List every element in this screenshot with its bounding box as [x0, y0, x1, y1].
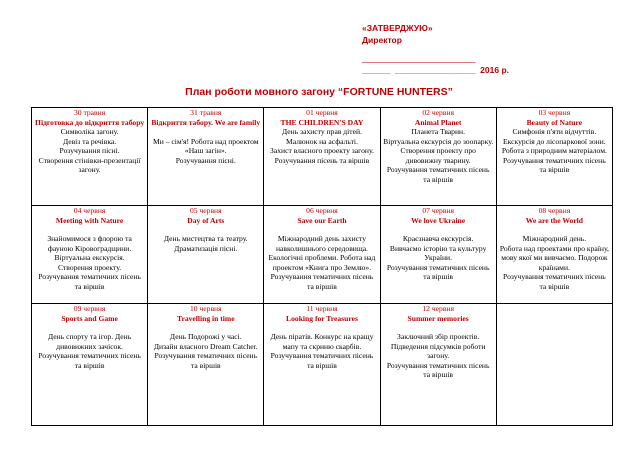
day-cell: [496, 304, 612, 426]
day-activities: Ми – сім'я! Робота над проектом «Наш загін». Розучування пісні.: [152, 136, 259, 165]
day-cell: [264, 108, 380, 206]
day-date: 06 червня: [306, 206, 338, 215]
day-theme: Travelling in time: [176, 313, 235, 323]
signature-line: ________________________: [362, 53, 476, 63]
table-row: [32, 108, 613, 206]
day-theme: Відкриття табору. We are family: [151, 117, 261, 127]
day-date: 01 червня: [306, 108, 338, 117]
day-activities: Міжнародний день. Робота над проектами про країну, мову якої ми вивчаємо. Подорож країнами. Розучування тематичних пісень та віршів: [499, 234, 609, 291]
day-cell: [32, 304, 148, 426]
day-date: 09 червня: [73, 304, 106, 313]
day-date: 10 червня: [189, 304, 222, 313]
day-cell: [380, 206, 496, 304]
day-cell: [148, 206, 264, 304]
day-date: 31 травня: [190, 108, 222, 117]
table-row: [32, 304, 613, 426]
day-date: 12 червня: [422, 304, 454, 313]
day-cell: [496, 206, 612, 304]
day-theme: THE CHILDREN'S DAY: [280, 117, 364, 127]
day-cell: [264, 304, 380, 426]
day-activities: День Подорожі у часі. Дизайн власного Dream Catcher. Розучування тематичних пісень та віршів: [153, 332, 258, 370]
day-theme: We are the World: [525, 215, 584, 225]
day-date: 11 червня: [306, 304, 338, 313]
day-theme: Animal Planet: [414, 117, 462, 127]
day-activities: День захисту прав дітей. Малюнок на асфальті. Захист власного проекту загону. Розучування пісень та віршів: [270, 127, 374, 165]
day-date: 08 червня: [538, 206, 571, 215]
day-activities: Планета Тварин. Віртуальна екскурсія до зоопарку. Створення проекту про дивовижну тварину. Розучування тематичних пісень та віршів: [383, 127, 494, 184]
day-cell: [380, 304, 496, 426]
schedule-table: [31, 107, 613, 426]
day-date: 02 червня: [422, 108, 454, 117]
day-theme: Summer memories: [407, 313, 469, 323]
day-date: 03 червня: [538, 108, 571, 117]
day-theme: Day of Arts: [187, 215, 225, 225]
day-theme: We love Ukraine: [411, 215, 466, 225]
day-activities: Симфонія п'яти відчуттів. Екскурсія до лісопаркової зони. Робота з природним матеріалом. Розучування тематичних пісень та віршів: [501, 127, 607, 174]
day-cell: [32, 108, 148, 206]
day-activities: День мистецтва та театру. Драматизація пісні.: [163, 234, 248, 253]
day-theme: Save our Earth: [297, 215, 347, 225]
day-theme: Meeting with Nature: [55, 215, 124, 225]
day-date: 04 червня: [73, 206, 106, 215]
day-theme: Підготовка до відкриття табору: [35, 117, 145, 127]
day-cell: [264, 206, 380, 304]
page-title: План роботи мовного загону “FORTUNE HUNTERS”: [185, 86, 453, 98]
day-date: 07 червня: [422, 206, 454, 215]
day-cell: [380, 108, 496, 206]
day-activities: День піратів. Конкурс на кращу мапу та скриню скарбів. Розучування тематичних пісень та віршів: [270, 332, 374, 370]
day-cell: [148, 108, 264, 206]
table-row: [32, 206, 613, 304]
day-cell: [148, 304, 264, 426]
day-date: 05 червня: [189, 206, 222, 215]
day-activities: День спорту та ігор. День дивовижних зачісок. Розучування тематичних пісень та віршів: [38, 332, 141, 370]
approval-position: Директор: [362, 35, 402, 45]
day-cell: [32, 206, 148, 304]
day-activities: Краєзнавча екскурсія. Вивчаємо історію та культуру України. Розучування тематичних пісень та віршів: [386, 234, 490, 281]
day-activities: Символіка загону. Девіз та речівка. Розучування пісні. Створення стінівки-презентації загону.: [38, 127, 141, 174]
day-activities: Міжнародний день захисту навколишнього середовища. Екологічні проблеми. Робота над проектом «Книга про Землю». Розучування тематичних пісень та віршів: [268, 234, 376, 291]
day-theme: Beauty of Nature: [526, 117, 583, 127]
day-cell: [496, 108, 612, 206]
approval-block: [362, 22, 622, 76]
date-line: ______ _________________ 2016 р.: [362, 65, 509, 75]
approval-stamp: «ЗАТВЕРДЖУЮ»: [362, 23, 433, 33]
day-theme: Sports and Game: [61, 313, 118, 323]
day-theme: Looking for Treasures: [286, 313, 358, 323]
day-activities: Заключний збір проектів. Підведення підсумків роботи загону. Розучування тематичних пісень та віршів: [386, 332, 490, 379]
day-activities: Знайомимося з флорою та фауною Кіровоградщини. Віртуальна екскурсія. Створення проекту. Розучування тематичних пісень та віршів: [38, 234, 141, 291]
day-date: 30 травня: [73, 108, 106, 117]
